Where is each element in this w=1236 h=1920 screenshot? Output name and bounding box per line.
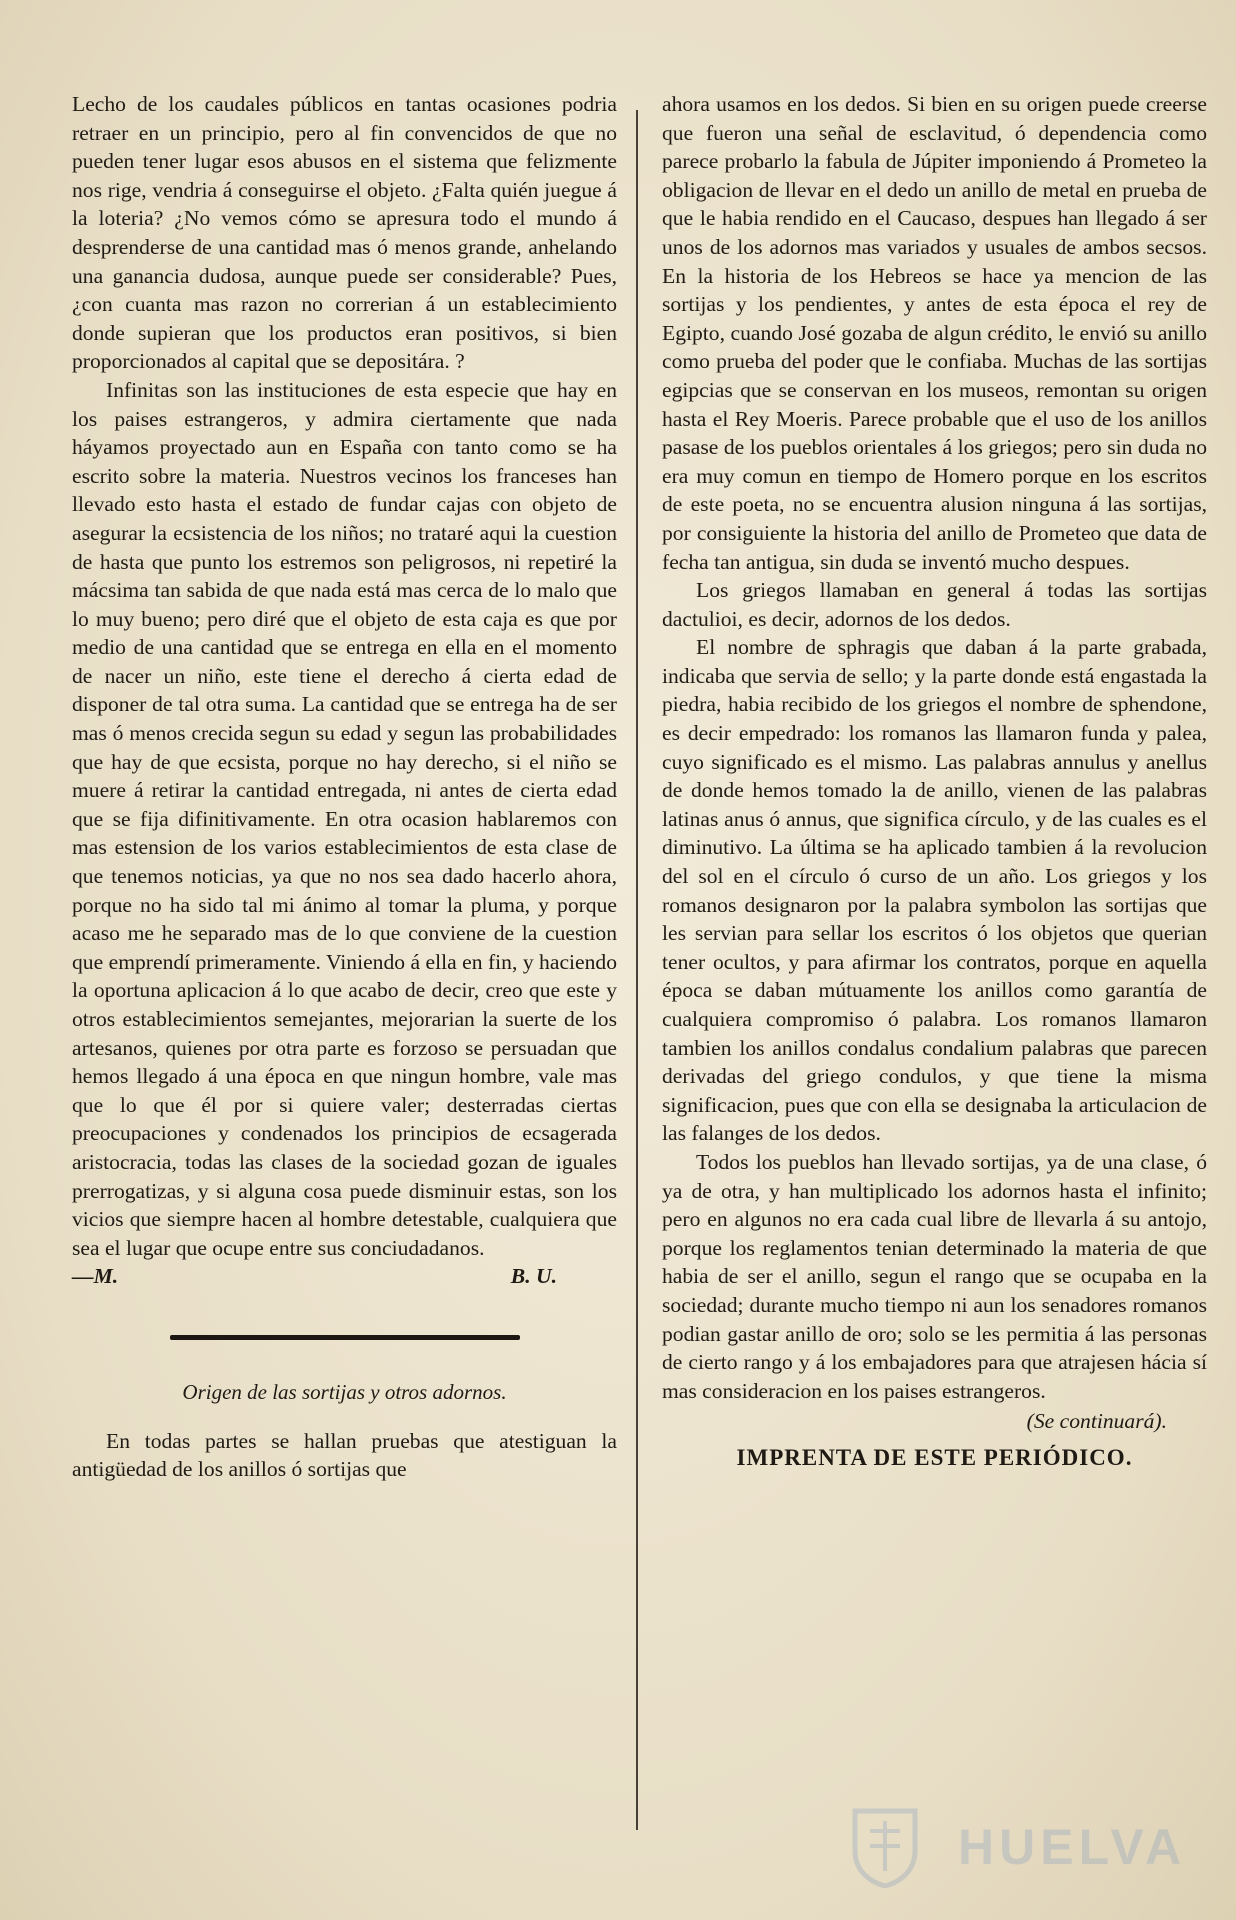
column-divider bbox=[636, 110, 638, 1830]
watermark-text: HUELVA bbox=[958, 1819, 1187, 1875]
right-paragraph-4: Todos los pueblos han llevado sortijas, ya de una clase, ó ya de otra, y han multiplicado los adornos hasta el infinito; pero en algunos no era cada cual libre de llevarla á su antojo, porque los reglamentos tenian determinado la materia de que habia de ser el anillo, segun el rango que se ocupaba en la sociedad; durante mucho tiempo ni aun los senadores romanos podian gastar anillo de oro; solo se les permitia á las personas de cierto rango y á los embajadores para que atrajesen hácia sí mas consideracion en los paises estrangeros. bbox=[662, 1149, 1207, 1403]
signature-right: B. U. bbox=[510, 1264, 557, 1289]
left-column bbox=[72, 90, 617, 1484]
signature-left: —M. bbox=[72, 1264, 119, 1289]
right-column bbox=[662, 90, 1207, 1473]
left-paragraph-1: Lecho de los caudales públicos en tantas ocasiones podria retraer en un principio, pero al fin convencidos de que no pueden tener lugar esos abusos en el sistema que felizmente nos rige, vendria á conseguirse el objeto. ¿Falta quién juegue á la loteria? ¿No vemos cómo se apresura todo el mundo á desprenderse de una cantidad mas ó menos grande, anhelando una ganancia dudosa, aunque puede ser considerable? Pues, ¿con cuanta mas razon no correrian á un establecimiento donde supieran que los productos eran positivos, si bien proporcionados al capital que se depositára. ? bbox=[72, 92, 617, 374]
section-divider bbox=[170, 1335, 520, 1340]
left-paragraph-2: Infinitas son las instituciones de esta especie que hay en los paises estrangeros, y admira ciertamente que nada háyamos proyectado aun en España con tanto como se ha escrito sobre la materia. Nuestros vecinos los franceses han llevado esto hasta el estado de fundar cajas con objeto de asegurar la ecsistencia de los niños; no trataré aqui la cuestion de hasta que punto los estremos son peligrosos, ni repetiré la mácsima tan sabida de que nada está mas cerca de lo malo que lo muy bueno; pero diré que el objeto de esta caja es que por medio de una cantidad que se entrega en ella en el momento de nacer un niño, este tiene el derecho á cierta edad de disponer de tal otra suma. La cantidad que se entrega ha de ser mas ó menos crecida segun su edad y segun las probabilidades que hay de que ecsista, porque no hay derecho, si el niño se muere á retirar la cantidad entregada, ni antes de cierta edad que se fija difinitivamente. En otra ocasion hablaremos con mas estension de los varios establecimientos de esta clase de que tenemos noticias, ya que no nos sea dado hacerlo ahora, porque no ha sido tal mi ánimo al tomar la pluma, y porque acaso me he separado mas de lo que conviene de la cuestion que emprendí primeramente. Viniendo á ella en fin, y haciendo la oportuna aplicacion á lo que acabo de decir, creo que este y otros establecimientos semejantes, mejorarian la suerte de los artesanos, quienes por otra parte es forzoso se persuadan que hemos llegado á una época en que ningun hombre, vale mas que lo que él por si quiere valer; desterradas ciertas preocupaciones y condenados los principios de ecsagerada aristocracia, todas las clases de la sociedad gozan de iguales prerrogatizas, y si alguna cosa puede disminuir estas, son los vicios que siempre hacen al hombre detestable, cualquiera que sea el lugar que ocupe entre sus conciudadanos. bbox=[72, 377, 617, 1260]
continued-note: (Se continuará). bbox=[1026, 1409, 1167, 1434]
right-paragraph-2: Los griegos llamaban en general á todas las sortijas dactulioi, es decir, adornos de los dedos. bbox=[662, 578, 1207, 631]
right-paragraph-3: El nombre de sphragis que daban á la parte grabada, indicaba que servia de sello; y la parte donde está engastada la piedra, habia recibido de los griegos el nombre de sphendone, es decir empedrado: los romanos las llamaron funda y palea, cuyo significado es el mismo. Las palabras annulus y anellus de donde hemos tomado la de anillo, vienen de las palabras latinas anus ó annus, que significa círculo, y de las cuales es el diminutivo. La última se ha aplicado tambien á la revolucion del sol en el círculo ó curso de un año. Los griegos y los romanos designaron por la palabra symbolon las sortijas que les servian para sellar los escritos ó los objetos que querian tener ocultos, y para afirmar los contratos, porque en aquella época se daban mútuamente los anillos como garantía de cualquiera compromiso ó palabra. Los romanos llamaron tambien los anillos condalus condalium palabras que parecen derivadas del griego condulos, y que tiene la misma significacion, pues que con ella se designaba la articulacion de las falanges de los dedos. bbox=[662, 635, 1207, 1146]
right-paragraph-1: ahora usamos en los dedos. Si bien en su origen puede creerse que fueron una señal de esclavitud, ó dependencia como parece probarlo la fabula de Júpiter imponiendo á Prometeo la obligacion de llevar en el dedo un anillo de metal en prueba de que le habia rendido en el Caucaso, despues han llegado á ser unos de los adornos mas variados y usuales de ambos secsos. En la historia de los Hebreos se hace ya mencion de las sortijas y los pendientes, y antes de esta época el rey de Egipto, cuando José gozaba de algun crédito, le envió su anillo como prueba del poder que le confiaba. Muchas de las sortijas egipcias que se conservan en los museos, remontan su origen hasta el Rey Moeris. Parece probable que el uso de los anillos pasase de los pueblos orientales á los griegos; pero sin duda no era muy comun en tiempo de Homero porque en los escritos de este poeta, no se encuentra alusion ninguna á las sortijas, por consiguiente la historia del anillo de Prometeo que data de fecha tan antigua, sin duda se inventó mucho despues. bbox=[662, 92, 1207, 574]
article-opening: En todas partes se hallan pruebas que atestiguan la antigüedad de los anillos ó sortijas que bbox=[72, 1428, 617, 1482]
article-title: Origen de las sortijas y otros adornos. bbox=[182, 1379, 507, 1404]
library-watermark bbox=[840, 1800, 1187, 1900]
imprint-line: IMPRENTA DE ESTE PERIÓDICO. bbox=[736, 1444, 1133, 1470]
shield-icon bbox=[850, 1806, 920, 1888]
signature-line bbox=[72, 1262, 617, 1291]
